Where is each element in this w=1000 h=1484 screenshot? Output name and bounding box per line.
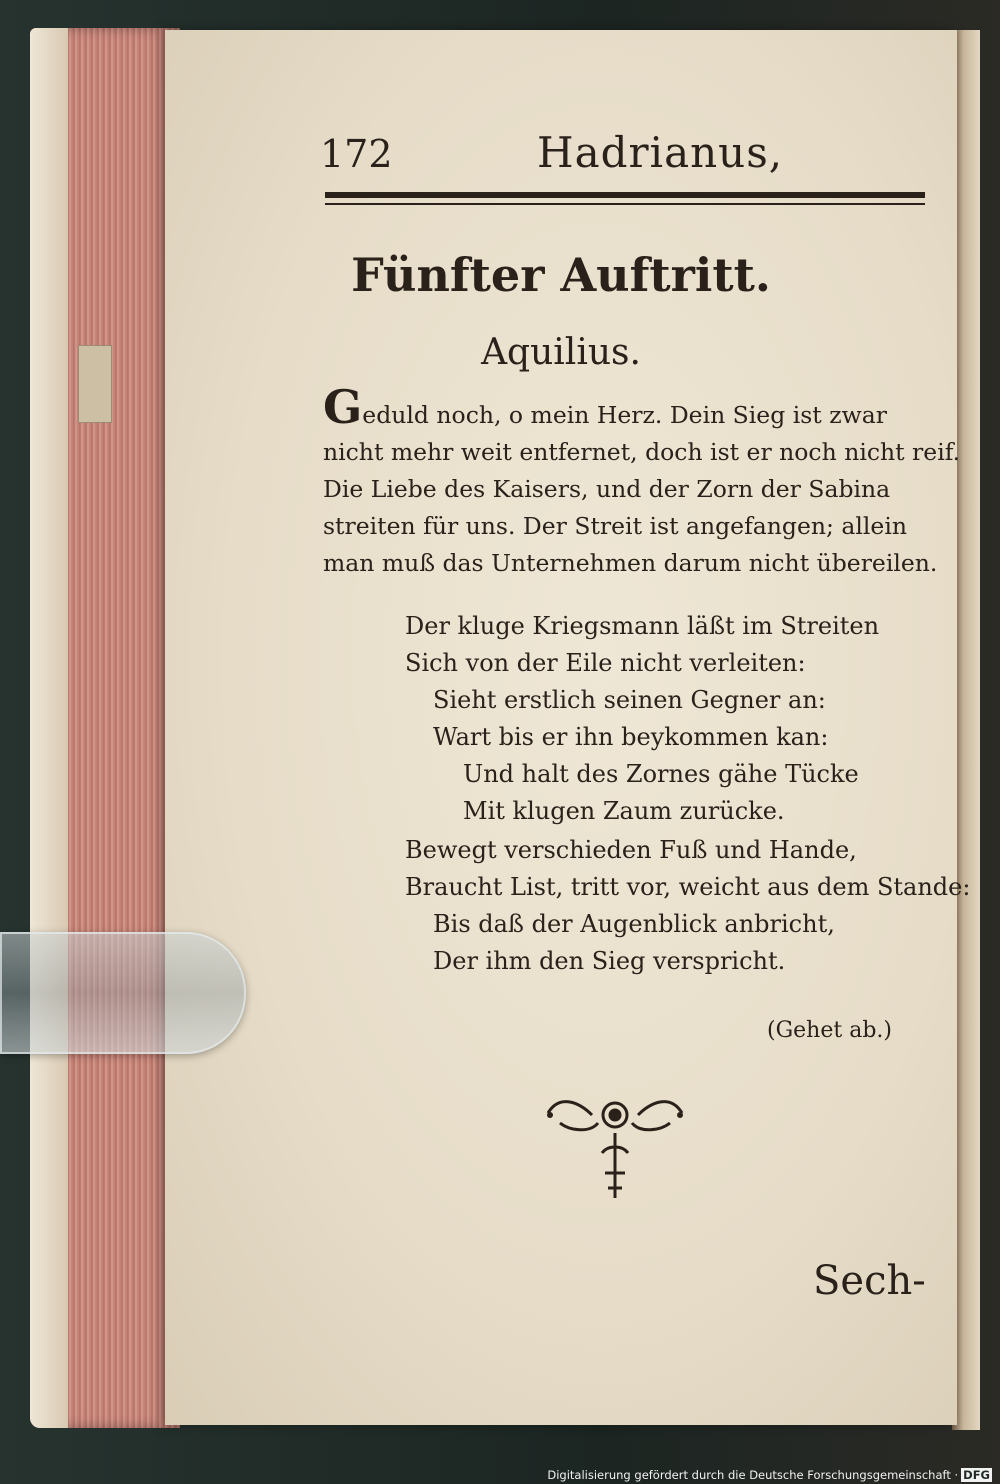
speaker-name: Aquilius. (481, 332, 641, 373)
prose-line: Die Liebe des Kaisers, und der Zorn der Sabina (323, 475, 891, 503)
paper-bookmark-tab (78, 345, 112, 423)
verse-line: Bis daß der Augenblick anbricht, (433, 910, 835, 938)
drop-cap: G (323, 380, 363, 434)
verse-line: Wart bis er ihn beykommen kan: (433, 723, 829, 751)
glass-page-weight (0, 932, 246, 1054)
catchword: Sech- (813, 1258, 926, 1304)
verse-line: Mit klugen Zaum zurücke. (463, 797, 785, 825)
prose-line: nicht mehr weit entfernet, doch ist er noch nicht reif. (323, 438, 961, 466)
verse-line: Und halt des Zornes gähe Tücke (463, 760, 859, 788)
verse-line: Braucht List, tritt vor, weicht aus dem Stande: (405, 873, 971, 901)
prose-line: Geduld noch, o mein Herz. Dein Sieg ist zwar (323, 380, 887, 434)
verse-line: Sich von der Eile nicht verleiten: (405, 649, 806, 677)
verse-line: Der ihm den Sieg verspricht. (433, 947, 786, 975)
prose-line: man muß das Unternehmen darum nicht übereilen. (323, 549, 938, 577)
header-rule-thick (325, 192, 925, 198)
header-rule-thin (325, 203, 925, 205)
dfg-logo: DFG (963, 1468, 990, 1482)
prose-line: streiten für uns. Der Streit ist angefangen; allein (323, 512, 907, 540)
book-page (165, 30, 971, 1425)
prose-paragraph (323, 380, 961, 582)
verse-line: Der kluge Kriegsmann läßt im Streiten (405, 612, 880, 640)
scene-title: Fünfter Auftritt. (351, 248, 771, 302)
page-number: 172 (320, 132, 393, 176)
book-page-edges (30, 28, 180, 1428)
credit-text: Digitalisierung gefördert durch die Deutsche Forschungsgemeinschaft · (547, 1468, 959, 1482)
vignette-ornament-icon (540, 1093, 690, 1203)
running-head: Hadrianus, (537, 128, 784, 177)
stage-direction: (Gehet ab.) (767, 1018, 892, 1043)
verse-line: Sieht erstlich seinen Gegner an: (433, 686, 826, 714)
digitization-credit (547, 1468, 992, 1482)
verse-line: Bewegt verschieden Fuß und Hande, (405, 836, 857, 864)
